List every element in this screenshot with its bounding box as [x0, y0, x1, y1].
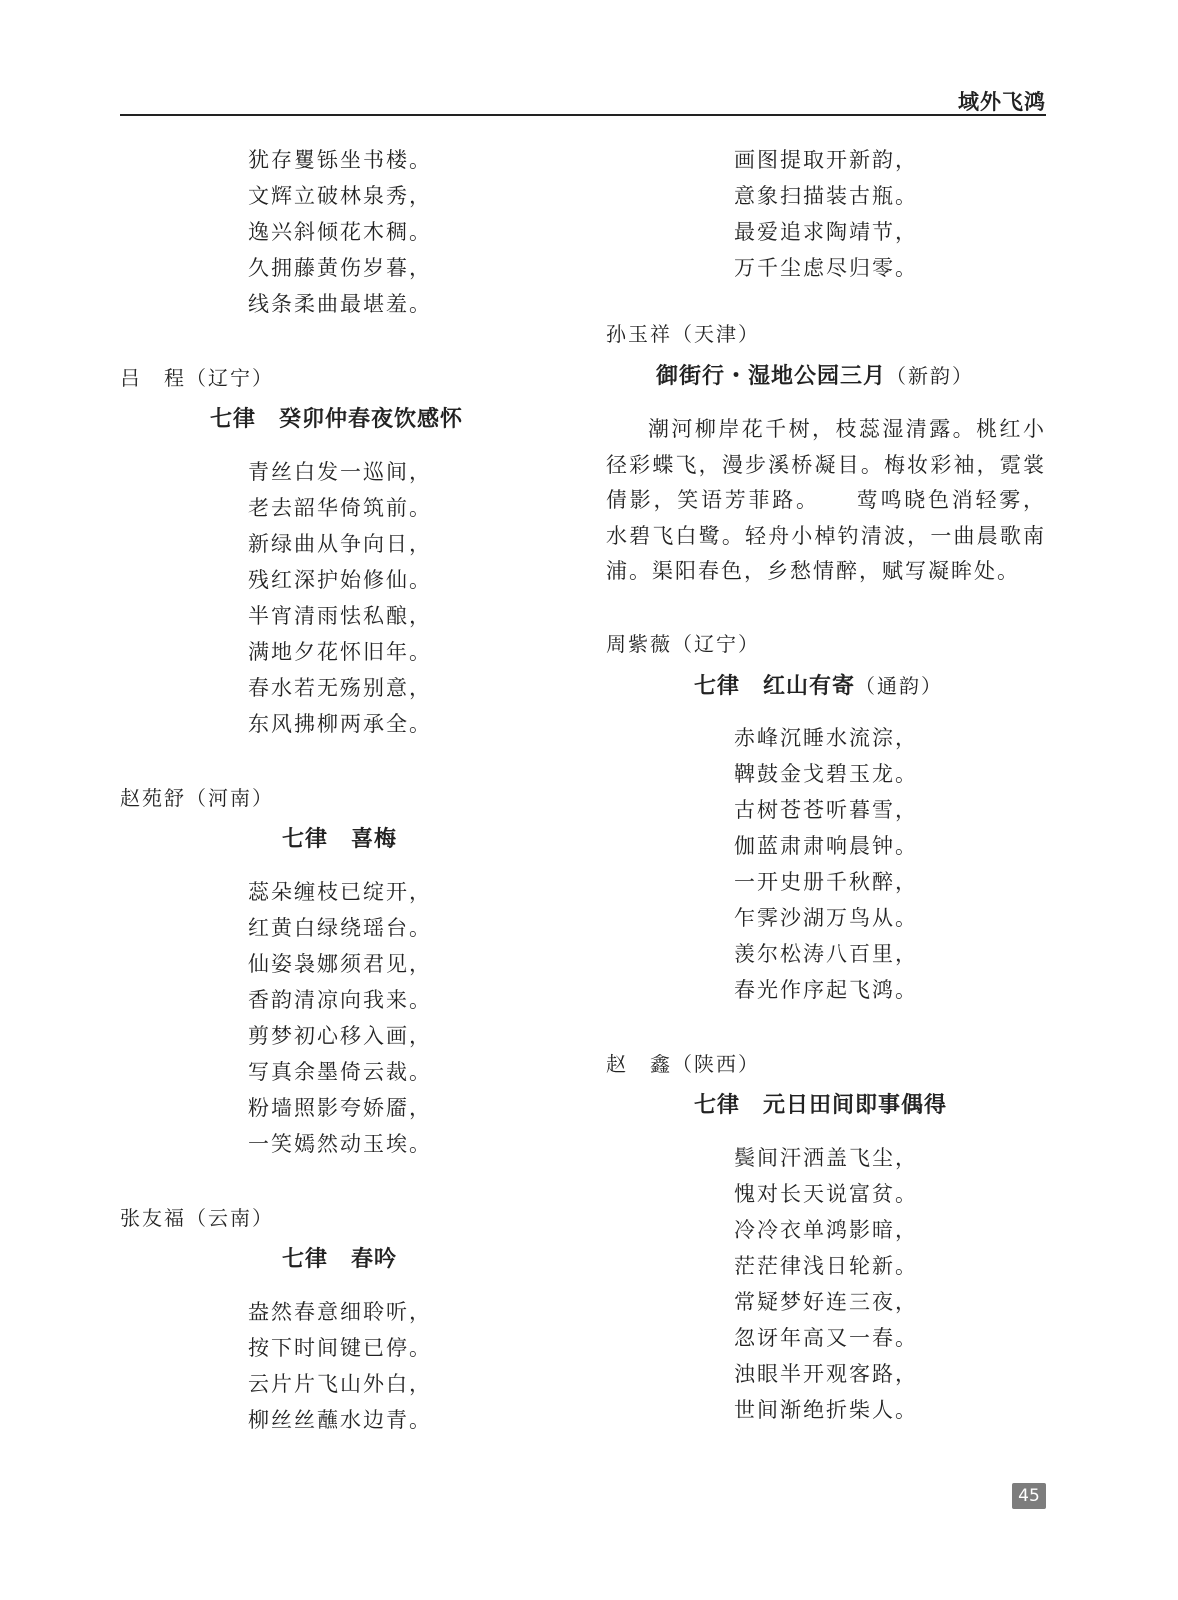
poem-line: 羡尔松涛八百里， [734, 941, 918, 966]
poem-author: 张友福（云南） [120, 1206, 274, 1230]
poem-line: 柳丝丝蘸水边青。 [248, 1408, 432, 1432]
poem-line: 最爱追求陶靖节， [734, 220, 918, 244]
poem-line: 写真余墨倚云裁。 [248, 1060, 432, 1084]
poem-line: 残红深护始修仙。 [248, 568, 432, 592]
poem-line: 蕊朵缠枝已绽开， [248, 880, 432, 904]
poem-line: 春水若无殇别意， [248, 676, 432, 700]
poem-line: 春光作序起飞鸿。 [734, 977, 918, 1002]
poem-line: 浊眼半开观客路， [734, 1361, 918, 1386]
poem-line: 文辉立破林泉秀， [248, 184, 432, 208]
poem-author: 赵 鑫（陕西） [606, 1051, 760, 1076]
poem-sun-yuxiang [606, 316, 1046, 590]
poem-line: 老去韶华倚筑前。 [248, 496, 432, 520]
poem-title-main: 御街行・湿地公园三月 [656, 364, 887, 389]
poem-line: 按下时间键已停。 [248, 1336, 432, 1360]
poem-line: 仙姿袅娜须君见， [248, 952, 432, 976]
poem-line: 画图提取开新韵， [734, 148, 918, 172]
poem-line: 逸兴斜倾花木稠。 [248, 220, 432, 244]
poem-zhao-yuanshu [120, 780, 580, 1162]
poem-paragraph: 潮河柳岸花千树，枝蕊湿清露。桃红小径彩蝶飞，漫步溪桥凝目。梅妆彩袖，霓裳倩影，笑语芳菲路。 莺鸣晓色消轻雾，水碧飞白鹭。轻舟小棹钓清波，一曲晨歌南浦。渠阳春色，乡愁情醉，赋写凝眸处。 [606, 417, 1046, 583]
poem-zhang-youfu [120, 1200, 580, 1438]
left-column [120, 142, 580, 1438]
poem-title-main: 七律 红山有寄 [694, 673, 856, 699]
poem-line: 意象扫描装古瓶。 [734, 184, 918, 208]
poem-title: 七律 喜梅 [282, 827, 398, 852]
poem-line: 线条柔曲最堪羞。 [248, 292, 432, 316]
poem-line: 犹存矍铄坐书楼。 [248, 148, 432, 172]
header-rule [120, 114, 1046, 116]
section-title: 域外飞鸿 [958, 90, 1046, 114]
poem-line: 粉墙照影夸娇靥， [248, 1096, 432, 1120]
poem-line: 古树苍苍听暮雪， [734, 797, 918, 822]
poem-line: 鞞鼓金戈碧玉龙。 [734, 761, 918, 786]
poem-author: 周紫薇（辽宁） [606, 631, 760, 656]
poem-zhao-xin [606, 1046, 1046, 1428]
poem-line: 乍霁沙湖万鸟从。 [734, 905, 918, 930]
poem-line: 东风拂柳两承全。 [248, 712, 432, 736]
poem-line: 香韵清凉向我来。 [248, 988, 432, 1012]
poem-title-sub: （新韵） [886, 364, 975, 388]
poem-author: 赵苑舒（河南） [120, 786, 274, 810]
poem-title [606, 356, 1046, 396]
poem-zhou-ziwei [606, 626, 1046, 1008]
poem-line: 剪梦初心移入画， [248, 1024, 432, 1048]
poem-title-main: 七律 元日田间即事偶得 [694, 1092, 948, 1118]
page-number: 45 [1012, 1483, 1046, 1509]
poem-line: 鬓间汗洒盖飞尘， [734, 1145, 918, 1170]
poem-line: 一开史册千秋醉， [734, 869, 918, 894]
poem-line: 忽讶年高又一春。 [734, 1325, 918, 1350]
poem-line: 茫茫律浅日轮新。 [734, 1253, 918, 1278]
poem-title-sub: （通韵） [855, 673, 944, 698]
poem-line: 半宵清雨怯私酿， [248, 604, 432, 628]
right-column [606, 142, 1046, 1428]
poem-line: 红黄白绿绕瑶台。 [248, 916, 432, 940]
poem-line: 愧对长天说富贫。 [734, 1181, 918, 1206]
poem-line: 满地夕花怀旧年。 [248, 640, 432, 664]
poem-title [606, 1086, 1046, 1126]
poem-author: 孙玉祥（天津） [606, 322, 760, 346]
poem-title: 七律 春吟 [282, 1247, 398, 1272]
poem-line: 伽蓝肃肃响晨钟。 [734, 833, 918, 858]
poem-line: 新绿曲从争向日， [248, 532, 432, 556]
poem-author: 吕 程（辽宁） [120, 366, 274, 390]
poem-line: 常疑梦好连三夜， [734, 1289, 918, 1314]
poem-line: 盎然春意细聆听， [248, 1300, 432, 1324]
poem-title: 七律 癸卯仲春夜饮感怀 [210, 407, 464, 432]
poem-lv-cheng [120, 360, 580, 742]
poem-line: 一笑嫣然动玉埃。 [248, 1132, 432, 1156]
poem-line: 万千尘虑尽归零。 [734, 256, 918, 280]
poem-title [606, 666, 1046, 706]
poem-line: 青丝白发一巡间， [248, 460, 432, 484]
poem-line: 云片片飞山外白， [248, 1372, 432, 1396]
continued-poem [606, 142, 1046, 286]
poem-line: 赤峰沉睡水流淙， [734, 725, 918, 750]
continued-poem [120, 142, 580, 322]
poem-line: 冷冷衣单鸿影暗， [734, 1217, 918, 1242]
poem-line: 久拥藤黄伤岁暮， [248, 256, 432, 280]
poem-line: 世间渐绝折柴人。 [734, 1397, 918, 1422]
